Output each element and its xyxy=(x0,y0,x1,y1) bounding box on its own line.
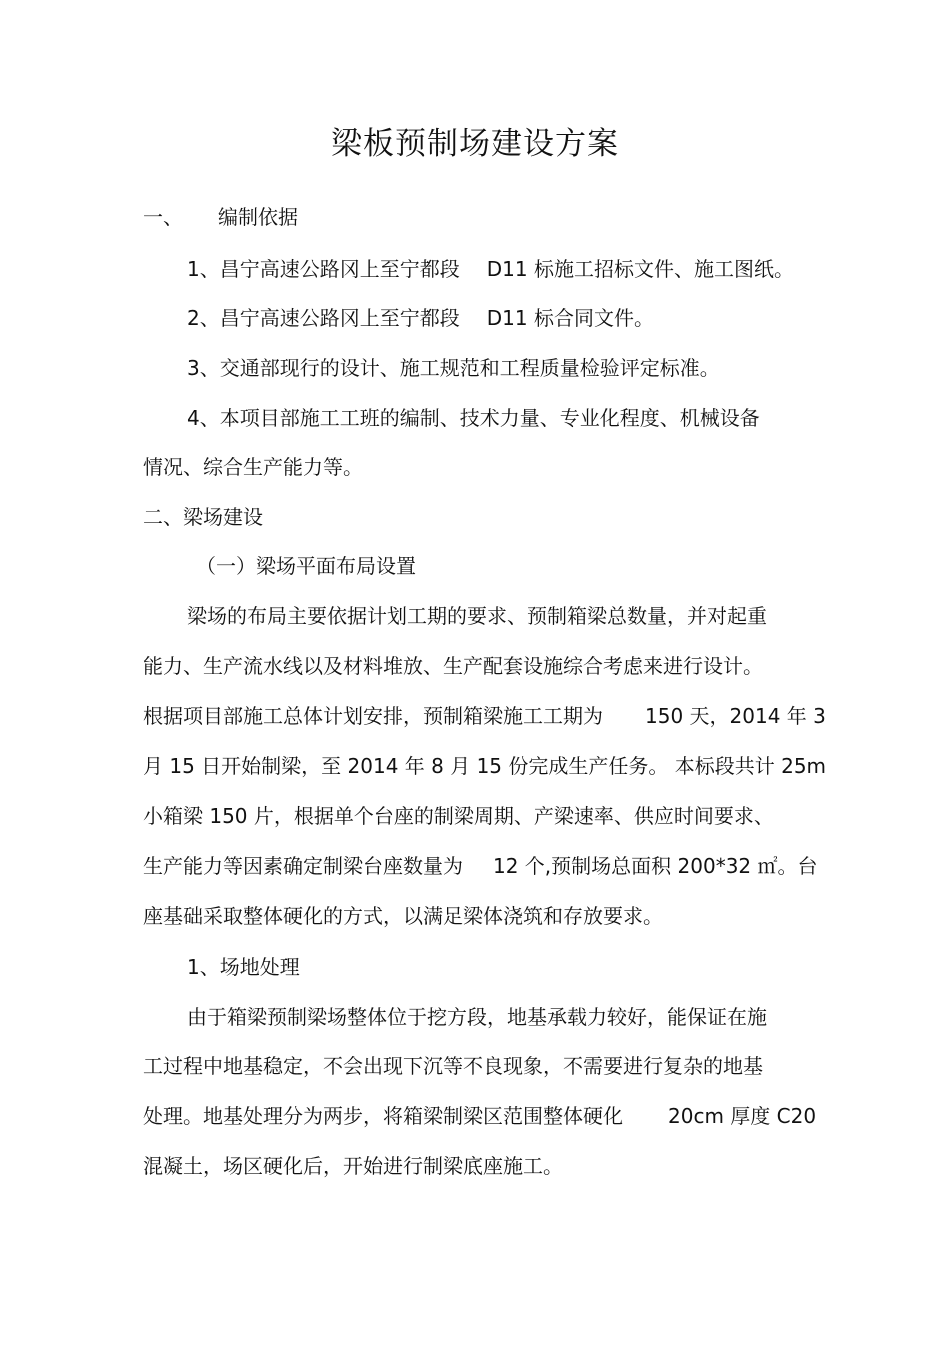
document-title: 梁板预制场建设方案 xyxy=(331,126,619,162)
layout-para-line-6b: 12 个,预制场总面积 200*32 ㎡。台 xyxy=(493,854,818,878)
site-para-line-3a: 处理。地基处理分为两步，将箱梁制梁区范围整体硬化 xyxy=(143,1104,623,1128)
basis-item-2-text: 2、昌宁高速公路冈上至宁都段 xyxy=(187,306,460,330)
layout-para-line-6a: 生产能力等因素确定制梁台座数量为 xyxy=(143,854,463,878)
site-para-line-3b: 20cm 厚度 C20 xyxy=(668,1104,817,1128)
site-para-line-1: 由于箱梁预制梁场整体位于挖方段，地基承载力较好，能保证在施 xyxy=(187,1005,767,1029)
basis-item-1 xyxy=(187,254,794,284)
layout-para-line-6 xyxy=(143,851,818,881)
basis-item-2-doc: D11 标合同文件。 xyxy=(486,306,654,330)
layout-para-line-4: 月 15 日开始制梁，至 2014 年 8 月 15 份完成生产任务。 本标段共计 25m xyxy=(143,754,827,778)
site-para-line-3 xyxy=(143,1101,816,1131)
site-para-line-4: 混凝土，场区硬化后，开始进行制梁底座施工。 xyxy=(143,1154,563,1178)
basis-item-1-doc: D11 标施工招标文件、施工图纸。 xyxy=(486,257,794,281)
basis-item-4-continued: 情况、综合生产能力等。 xyxy=(143,455,363,479)
layout-para-line-3a: 根据项目部施工总体计划安排，预制箱梁施工工期为 xyxy=(143,704,603,728)
section1-number: 一、 xyxy=(143,205,183,229)
site-para-line-2: 工过程中地基稳定，不会出现下沉等不良现象，不需要进行复杂的地基 xyxy=(143,1054,763,1078)
section2-heading: 二、梁场建设 xyxy=(143,505,263,529)
layout-para-line-2: 能力、生产流水线以及材料堆放、生产配套设施综合考虑来进行设计。 xyxy=(143,654,763,678)
basis-item-3 xyxy=(187,353,720,383)
basis-item-2 xyxy=(187,303,654,333)
section1-heading xyxy=(143,202,298,232)
layout-para-line-1: 梁场的布局主要依据计划工期的要求、预制箱梁总数量，并对起重 xyxy=(187,604,767,628)
layout-para-line-3 xyxy=(143,701,826,731)
site-treatment-heading: 1、场地处理 xyxy=(187,955,300,979)
layout-para-line-3b: 150 天，2014 年 3 xyxy=(645,704,826,728)
layout-para-line-5: 小箱梁 150 片，根据单个台座的制梁周期、产梁速率、供应时间要求、 xyxy=(143,804,774,828)
basis-item-3-text: 3、交通部现行的设计、施工规范和工程质量检验评定标准。 xyxy=(187,356,720,380)
basis-item-1-text: 1、昌宁高速公路冈上至宁都段 xyxy=(187,257,460,281)
section1-title: 编制依据 xyxy=(218,205,298,229)
subsection-layout-heading: （一）梁场平面布局设置 xyxy=(196,554,416,578)
layout-para-line-7: 座基础采取整体硬化的方式，以满足梁体浇筑和存放要求。 xyxy=(143,904,663,928)
basis-item-4-text: 4、本项目部施工工班的编制、技术力量、专业化程度、机械设备 xyxy=(187,406,760,430)
basis-item-4 xyxy=(187,403,760,433)
